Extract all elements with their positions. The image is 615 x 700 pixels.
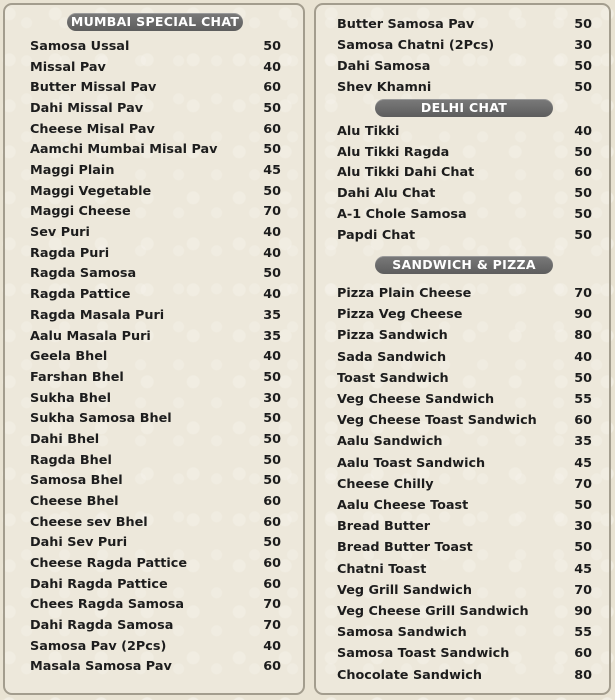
menu-item-price: 50 <box>263 473 281 489</box>
menu-item-row <box>337 538 592 558</box>
menu-item-row <box>30 78 281 98</box>
menu-item-price: 40 <box>263 225 281 241</box>
menu-item-row <box>337 122 592 142</box>
menu-item-name: Dahi Ragda Samosa <box>30 618 174 634</box>
menu-item-price: 30 <box>263 390 281 406</box>
menu-item-name: Bread Butter <box>337 519 431 535</box>
menu-item-row <box>30 389 281 409</box>
menu-item-name: Samosa Sandwich <box>337 625 467 641</box>
menu-item-price: 50 <box>574 186 592 202</box>
menu-item-name: Aalu Sandwich <box>337 434 443 450</box>
menu-item-name: Butter Samosa Pav <box>337 17 475 32</box>
menu-item-price: 40 <box>574 349 592 365</box>
menu-item-row <box>337 644 592 664</box>
menu-item-price: 60 <box>263 493 281 509</box>
menu-item-row <box>30 368 281 388</box>
menu-item-row <box>337 57 592 77</box>
menu-item-price: 80 <box>574 667 592 683</box>
menu-item-row <box>30 616 281 636</box>
menu-item-price: 40 <box>263 287 281 303</box>
menu-item-name: Toast Sandwich <box>337 370 449 386</box>
menu-item-row <box>30 554 281 574</box>
menu-item-row <box>337 326 592 346</box>
menu-item-name: Sev Puri <box>30 225 90 241</box>
menu-item-price: 40 <box>574 124 592 139</box>
menu-item-name: Butter Missal Pav <box>30 80 157 96</box>
menu-item-row <box>30 451 281 471</box>
menu-item-price: 35 <box>574 434 592 450</box>
menu-item-price: 55 <box>574 625 592 641</box>
menu-item-row <box>30 99 281 119</box>
menu-item-name: Maggi Plain <box>30 163 115 179</box>
menu-item-price: 45 <box>574 455 592 471</box>
section-header-delhi-chat: DELHI CHAT <box>375 99 553 117</box>
menu-item-row <box>337 205 592 225</box>
section-header-mumbai-special-chat: MUMBAI SPECIAL CHAT <box>67 13 243 31</box>
menu-item-price: 60 <box>574 646 592 662</box>
menu-item-row <box>337 666 592 686</box>
menu-item-price: 60 <box>263 556 281 571</box>
menu-item-row <box>30 471 281 491</box>
menu-item-name: Aamchi Mumbai Misal Pav <box>30 142 218 158</box>
menu-item-name: Chatni Toast <box>337 561 427 577</box>
menu-item-row <box>30 285 281 305</box>
menu-item-name: Sukha Bhel <box>30 390 111 406</box>
menu-item-row <box>30 409 281 429</box>
menu-item-price: 50 <box>263 183 281 199</box>
menu-item-row <box>30 264 281 284</box>
menu-item-name: Chocolate Sandwich <box>337 667 482 683</box>
menu-item-name: Ragda Puri <box>30 245 110 261</box>
menu-item-row <box>337 78 592 98</box>
menu-item-price: 35 <box>263 307 281 323</box>
menu-item-row <box>30 513 281 533</box>
menu-item-price: 45 <box>574 561 592 577</box>
menu-item-name: Papdi Chat <box>337 227 416 243</box>
menu-item-name: Alu Tikki Ragda <box>337 144 450 160</box>
menu-item-price: 50 <box>263 142 281 158</box>
menu-item-name: Ragda Pattice <box>30 287 131 303</box>
menu-item-row <box>30 347 281 367</box>
menu-item-price: 40 <box>263 245 281 261</box>
menu-item-price: 70 <box>574 286 592 301</box>
menu-item-name: Ragda Masala Puri <box>30 307 165 323</box>
menu-item-price: 30 <box>574 519 592 535</box>
menu-item-row <box>337 305 592 325</box>
menu-item-price: 50 <box>574 206 592 222</box>
menu-item-name: Samosa Toast Sandwich <box>337 646 510 662</box>
menu-item-name: Pizza Veg Cheese <box>337 307 463 323</box>
menu-item-row <box>337 348 592 368</box>
menu-item-name: Samosa Bhel <box>30 473 123 489</box>
menu-item-price: 50 <box>263 266 281 282</box>
menu-item-price: 50 <box>263 452 281 468</box>
menu-item-name: Cheese Ragda Pattice <box>30 556 188 571</box>
menu-item-row <box>337 560 592 580</box>
menu-panel-left <box>3 3 305 695</box>
menu-item-price: 50 <box>574 540 592 556</box>
menu-item-row <box>30 533 281 553</box>
menu-item-name: Cheese Chilly <box>337 476 434 492</box>
menu-item-price: 60 <box>263 121 281 137</box>
menu-item-row <box>30 637 281 657</box>
menu-panel-right <box>314 3 611 695</box>
menu-item-price: 70 <box>574 582 592 598</box>
menu-item-row <box>30 492 281 512</box>
menu-item-row <box>337 475 592 495</box>
menu-item-name: Veg Cheese Toast Sandwich <box>337 413 537 429</box>
menu-item-price: 45 <box>263 163 281 179</box>
menu-item-name: Ragda Samosa <box>30 266 137 282</box>
menu-item-name: Farshan Bhel <box>30 369 124 385</box>
menu-item-name: Alu Tikki Dahi Chat <box>337 165 475 181</box>
menu-item-price: 40 <box>263 349 281 365</box>
menu-item-row <box>30 37 281 57</box>
menu-item-name: Maggi Vegetable <box>30 183 152 199</box>
menu-item-row <box>30 575 281 595</box>
menu-item-price: 50 <box>574 58 592 74</box>
menu-item-price: 50 <box>574 144 592 160</box>
menu-item-row <box>30 595 281 615</box>
menu-item-row <box>337 369 592 389</box>
menu-item-price: 70 <box>263 618 281 634</box>
menu-item-name: Samosa Ussal <box>30 39 130 54</box>
menu-item-name: Dahi Samosa <box>337 58 431 74</box>
menu-item-price: 55 <box>574 392 592 407</box>
menu-item-row <box>30 657 281 677</box>
menu-item-name: Alu Tikki <box>337 124 400 139</box>
menu-item-row <box>30 306 281 326</box>
menu-item-price: 90 <box>574 307 592 323</box>
menu-item-row <box>337 496 592 516</box>
menu-item-price: 50 <box>263 535 281 551</box>
menu-item-price: 50 <box>574 17 592 32</box>
menu-item-name: Dahi Sev Puri <box>30 535 128 551</box>
menu-item-row <box>337 432 592 452</box>
menu-item-price: 50 <box>574 227 592 243</box>
menu-item-price: 50 <box>263 369 281 385</box>
menu-item-name: Samosa Pav (2Pcs) <box>30 638 167 654</box>
menu-item-name: Cheese sev Bhel <box>30 514 148 530</box>
menu-item-name: Masala Samosa Pav <box>30 659 172 675</box>
menu-item-name: Dahi Missal Pav <box>30 101 144 117</box>
menu-item-name: Sukha Samosa Bhel <box>30 411 172 427</box>
menu-item-price: 40 <box>263 638 281 654</box>
menu-item-row <box>30 58 281 78</box>
menu-item-name: Shev Khamni <box>337 79 432 95</box>
menu-item-price: 50 <box>574 79 592 95</box>
menu-item-row <box>337 143 592 163</box>
menu-item-name: A-1 Chole Samosa <box>337 206 467 222</box>
menu-item-price: 60 <box>263 576 281 592</box>
menu-item-name: Veg Cheese Sandwich <box>337 392 495 407</box>
menu-item-row <box>30 223 281 243</box>
menu-item-name: Geela Bhel <box>30 349 108 365</box>
menu-item-row <box>30 161 281 181</box>
menu-item-row <box>337 163 592 183</box>
menu-item-name: Aalu Cheese Toast <box>337 498 469 513</box>
menu-item-row <box>337 623 592 643</box>
menu-item-price: 80 <box>574 328 592 344</box>
menu-item-row <box>30 202 281 222</box>
menu-item-row <box>337 36 592 56</box>
menu-item-name: Chees Ragda Samosa <box>30 597 185 613</box>
menu-item-row <box>337 226 592 246</box>
menu-item-name: Aalu Toast Sandwich <box>337 455 486 471</box>
menu-item-name: Dahi Alu Chat <box>337 186 436 202</box>
menu-item-row <box>337 284 592 304</box>
menu-item-price: 50 <box>263 411 281 427</box>
menu-item-name: Sada Sandwich <box>337 349 447 365</box>
menu-item-price: 35 <box>263 328 281 344</box>
menu-item-name: Veg Cheese Grill Sandwich <box>337 604 529 619</box>
menu-item-name: Missal Pav <box>30 59 106 75</box>
menu-item-name: Cheese Misal Pav <box>30 121 155 137</box>
menu-item-row <box>337 581 592 601</box>
menu-item-price: 90 <box>574 604 592 619</box>
menu-item-price: 50 <box>263 101 281 117</box>
menu-item-price: 70 <box>574 476 592 492</box>
menu-item-row <box>337 411 592 431</box>
menu-item-price: 60 <box>263 659 281 675</box>
menu-item-name: Samosa Chatni (2Pcs) <box>337 37 495 53</box>
menu-item-row <box>30 430 281 450</box>
menu-item-row <box>337 602 592 622</box>
menu-item-name: Maggi Cheese <box>30 204 131 220</box>
menu-item-price: 30 <box>574 37 592 53</box>
menu-item-name: Aalu Masala Puri <box>30 328 151 344</box>
menu-item-price: 70 <box>263 597 281 613</box>
menu-item-name: Pizza Plain Cheese <box>337 286 472 301</box>
menu-item-name: Cheese Bhel <box>30 493 119 509</box>
menu-item-price: 60 <box>263 514 281 530</box>
menu-item-price: 50 <box>263 39 281 54</box>
menu-item-price: 60 <box>574 165 592 181</box>
menu-item-row <box>30 327 281 347</box>
menu-item-row <box>30 120 281 140</box>
menu-item-price: 40 <box>263 59 281 75</box>
menu-item-row <box>30 182 281 202</box>
menu-item-price: 50 <box>574 370 592 386</box>
menu-item-name: Pizza Sandwich <box>337 328 448 344</box>
menu-item-price: 70 <box>263 204 281 220</box>
menu-item-row <box>30 244 281 264</box>
menu-item-row <box>337 454 592 474</box>
menu-item-price: 60 <box>574 413 592 429</box>
menu-item-name: Veg Grill Sandwich <box>337 582 472 598</box>
menu-item-price: 50 <box>574 498 592 513</box>
menu-item-row <box>337 184 592 204</box>
menu-item-name: Ragda Bhel <box>30 452 112 468</box>
menu-item-name: Dahi Ragda Pattice <box>30 576 168 592</box>
menu-item-row <box>30 140 281 160</box>
menu-item-row <box>337 517 592 537</box>
section-header-sandwich-pizza: SANDWICH & PIZZA <box>375 256 553 274</box>
menu-item-row <box>337 390 592 410</box>
menu-item-name: Dahi Bhel <box>30 431 100 447</box>
menu-item-price: 50 <box>263 431 281 447</box>
menu-item-name: Bread Butter Toast <box>337 540 473 556</box>
menu-item-price: 60 <box>263 80 281 96</box>
menu-item-row <box>337 15 592 35</box>
